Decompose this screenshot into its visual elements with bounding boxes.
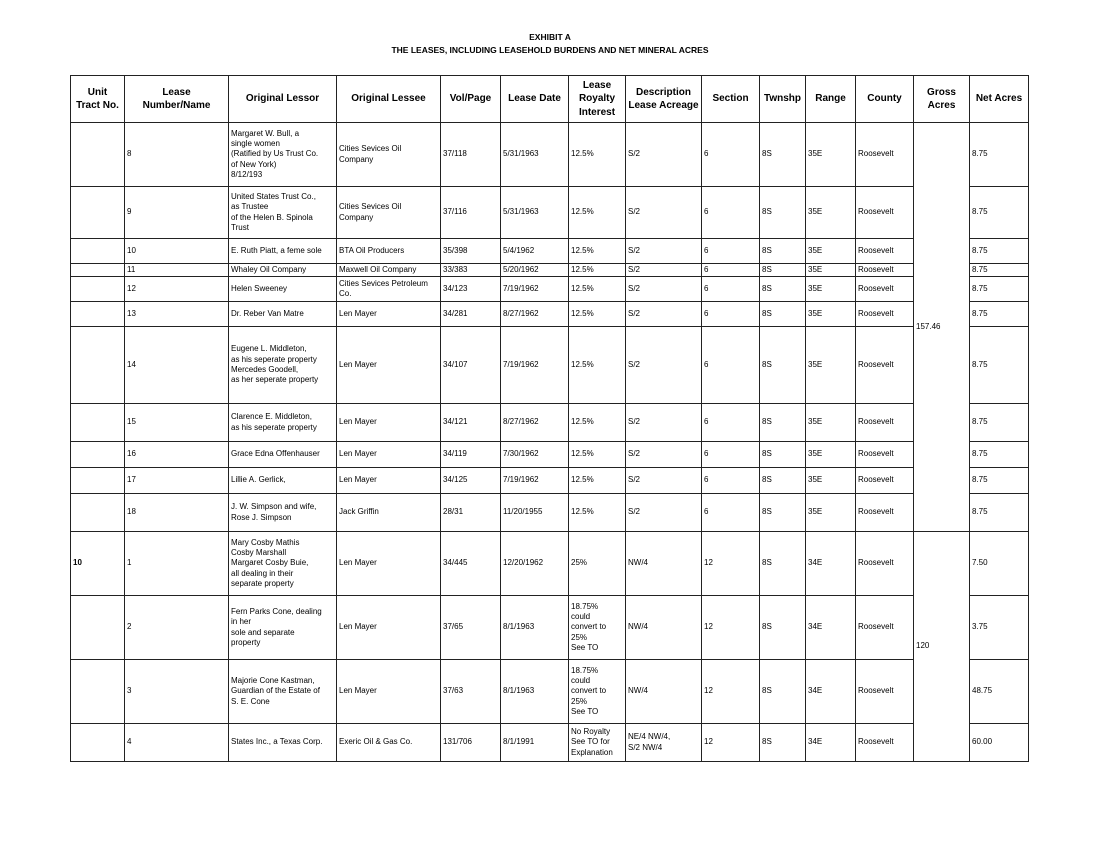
- header-county: County: [856, 76, 914, 123]
- township-cell: 8S: [760, 660, 806, 724]
- net-acres-cell: 8.75: [970, 264, 1029, 277]
- vol-page-cell: 37/116: [441, 187, 501, 239]
- header-row: [71, 76, 1029, 123]
- section-cell: 6: [702, 494, 760, 532]
- section-cell: 12: [702, 660, 760, 724]
- original-lessor-cell: J. W. Simpson and wife, Rose J. Simpson: [229, 494, 337, 532]
- lease-date-cell: 12/20/1962: [501, 532, 569, 596]
- original-lessee-cell: Cities Sevices Oil Company: [337, 123, 441, 187]
- lease-date-cell: 5/31/1963: [501, 123, 569, 187]
- description-cell: NW/4: [626, 596, 702, 660]
- table-row: [71, 468, 1029, 494]
- unit-tract-cell: 10: [71, 532, 125, 596]
- table-row: [71, 494, 1029, 532]
- unit-tract-cell: [71, 187, 125, 239]
- lease-date-cell: 8/1/1963: [501, 660, 569, 724]
- range-cell: 35E: [806, 277, 856, 302]
- royalty-cell: 12.5%: [569, 239, 626, 264]
- unit-tract-cell: [71, 404, 125, 442]
- table-row: [71, 532, 1029, 596]
- royalty-cell: No Royalty See TO for Explanation: [569, 724, 626, 762]
- header-vol-page: Vol/Page: [441, 76, 501, 123]
- township-cell: 8S: [760, 187, 806, 239]
- lease-number-cell: 2: [125, 596, 229, 660]
- section-cell: 6: [702, 277, 760, 302]
- range-cell: 34E: [806, 724, 856, 762]
- vol-page-cell: 131/706: [441, 724, 501, 762]
- header-net-acres: Net Acres: [970, 76, 1029, 123]
- unit-tract-cell: [71, 442, 125, 468]
- lease-date-cell: 8/1/1963: [501, 596, 569, 660]
- original-lessor-cell: States Inc., a Texas Corp.: [229, 724, 337, 762]
- township-cell: 8S: [760, 123, 806, 187]
- net-acres-cell: 8.75: [970, 187, 1029, 239]
- net-acres-cell: 8.75: [970, 239, 1029, 264]
- section-cell: 6: [702, 327, 760, 404]
- original-lessor-cell: E. Ruth Piatt, a feme sole: [229, 239, 337, 264]
- unit-tract-cell: [71, 596, 125, 660]
- table-row: [71, 660, 1029, 724]
- vol-page-cell: 34/281: [441, 302, 501, 327]
- table-row: [71, 327, 1029, 404]
- net-acres-cell: 48.75: [970, 660, 1029, 724]
- description-cell: S/2: [626, 302, 702, 327]
- lease-number-cell: 17: [125, 468, 229, 494]
- exhibit-subtitle: THE LEASES, INCLUDING LEASEHOLD BURDENS AND NET MINERAL ACRES: [391, 45, 709, 55]
- royalty-cell: 12.5%: [569, 468, 626, 494]
- range-cell: 35E: [806, 264, 856, 277]
- description-cell: S/2: [626, 187, 702, 239]
- lease-number-cell: 14: [125, 327, 229, 404]
- net-acres-cell: 3.75: [970, 596, 1029, 660]
- county-cell: Roosevelt: [856, 442, 914, 468]
- net-acres-cell: 8.75: [970, 302, 1029, 327]
- lease-date-cell: 5/31/1963: [501, 187, 569, 239]
- royalty-cell: 12.5%: [569, 494, 626, 532]
- range-cell: 35E: [806, 302, 856, 327]
- royalty-cell: 12.5%: [569, 404, 626, 442]
- lease-number-cell: 16: [125, 442, 229, 468]
- description-cell: NW/4: [626, 532, 702, 596]
- range-cell: 34E: [806, 596, 856, 660]
- range-cell: 35E: [806, 187, 856, 239]
- lease-number-cell: 18: [125, 494, 229, 532]
- lease-number-cell: 13: [125, 302, 229, 327]
- lease-date-cell: 7/19/1962: [501, 327, 569, 404]
- unit-tract-cell: [71, 123, 125, 187]
- header-gross-acres: Gross Acres: [914, 76, 970, 123]
- township-cell: 8S: [760, 327, 806, 404]
- county-cell: Roosevelt: [856, 277, 914, 302]
- header-lease-date: Lease Date: [501, 76, 569, 123]
- vol-page-cell: 34/445: [441, 532, 501, 596]
- section-cell: 6: [702, 302, 760, 327]
- royalty-cell: 18.75% could convert to 25% See TO: [569, 596, 626, 660]
- gross-acres-cell: 120: [914, 532, 970, 762]
- section-cell: 12: [702, 724, 760, 762]
- lease-number-cell: 1: [125, 532, 229, 596]
- royalty-cell: 18.75% could convert to 25% See TO: [569, 660, 626, 724]
- original-lessee-cell: Len Mayer: [337, 660, 441, 724]
- original-lessor-cell: Mary Cosby Mathis Cosby Marshall Margaret Cosby Buie, all dealing in their separate property: [229, 532, 337, 596]
- section-cell: 6: [702, 404, 760, 442]
- header-description: Description Lease Acreage: [626, 76, 702, 123]
- county-cell: Roosevelt: [856, 468, 914, 494]
- net-acres-cell: 8.75: [970, 404, 1029, 442]
- vol-page-cell: 34/123: [441, 277, 501, 302]
- table-row: [71, 239, 1029, 264]
- gross-acres-cell: 157.46: [914, 123, 970, 532]
- net-acres-cell: 8.75: [970, 468, 1029, 494]
- net-acres-cell: 60.00: [970, 724, 1029, 762]
- range-cell: 35E: [806, 404, 856, 442]
- vol-page-cell: 34/107: [441, 327, 501, 404]
- lease-number-cell: 11: [125, 264, 229, 277]
- original-lessor-cell: Majorie Cone Kastman, Guardian of the Estate of S. E. Cone: [229, 660, 337, 724]
- unit-tract-cell: [71, 724, 125, 762]
- unit-tract-cell: [71, 239, 125, 264]
- township-cell: 8S: [760, 302, 806, 327]
- county-cell: Roosevelt: [856, 404, 914, 442]
- royalty-cell: 12.5%: [569, 277, 626, 302]
- vol-page-cell: 34/119: [441, 442, 501, 468]
- range-cell: 34E: [806, 532, 856, 596]
- description-cell: NW/4: [626, 660, 702, 724]
- royalty-cell: 12.5%: [569, 302, 626, 327]
- unit-tract-cell: [71, 327, 125, 404]
- royalty-cell: 12.5%: [569, 187, 626, 239]
- original-lessor-cell: Lillie A. Gerlick,: [229, 468, 337, 494]
- royalty-cell: 12.5%: [569, 123, 626, 187]
- vol-page-cell: 33/383: [441, 264, 501, 277]
- section-cell: 6: [702, 187, 760, 239]
- vol-page-cell: 37/65: [441, 596, 501, 660]
- original-lessor-cell: Helen Sweeney: [229, 277, 337, 302]
- township-cell: 8S: [760, 494, 806, 532]
- county-cell: Roosevelt: [856, 264, 914, 277]
- header-range: Range: [806, 76, 856, 123]
- net-acres-cell: 8.75: [970, 277, 1029, 302]
- vol-page-cell: 37/63: [441, 660, 501, 724]
- net-acres-cell: 8.75: [970, 494, 1029, 532]
- lease-date-cell: 7/30/1962: [501, 442, 569, 468]
- lease-date-cell: 7/19/1962: [501, 277, 569, 302]
- township-cell: 8S: [760, 404, 806, 442]
- range-cell: 35E: [806, 327, 856, 404]
- lease-number-cell: 12: [125, 277, 229, 302]
- original-lessee-cell: Len Mayer: [337, 532, 441, 596]
- section-cell: 6: [702, 442, 760, 468]
- original-lessor-cell: Clarence E. Middleton, as his seperate property: [229, 404, 337, 442]
- original-lessee-cell: Len Mayer: [337, 404, 441, 442]
- original-lessee-cell: Cities Sevices Oil Company: [337, 187, 441, 239]
- lease-date-cell: 8/1/1991: [501, 724, 569, 762]
- township-cell: 8S: [760, 724, 806, 762]
- table-row: [71, 302, 1029, 327]
- township-cell: 8S: [760, 442, 806, 468]
- lease-number-cell: 15: [125, 404, 229, 442]
- original-lessor-cell: Fern Parks Cone, dealing in her sole and separate property: [229, 596, 337, 660]
- net-acres-cell: 8.75: [970, 442, 1029, 468]
- table-row: [71, 264, 1029, 277]
- description-cell: S/2: [626, 123, 702, 187]
- lease-number-cell: 4: [125, 724, 229, 762]
- section-cell: 12: [702, 596, 760, 660]
- description-cell: S/2: [626, 327, 702, 404]
- description-cell: S/2: [626, 239, 702, 264]
- table-row: [71, 277, 1029, 302]
- county-cell: Roosevelt: [856, 123, 914, 187]
- range-cell: 34E: [806, 660, 856, 724]
- royalty-cell: 12.5%: [569, 264, 626, 277]
- range-cell: 35E: [806, 239, 856, 264]
- description-cell: S/2: [626, 442, 702, 468]
- range-cell: 35E: [806, 494, 856, 532]
- original-lessee-cell: Len Mayer: [337, 442, 441, 468]
- original-lessee-cell: Exeric Oil & Gas Co.: [337, 724, 441, 762]
- original-lessor-cell: Grace Edna Offenhauser: [229, 442, 337, 468]
- lease-date-cell: 5/4/1962: [501, 239, 569, 264]
- royalty-cell: 12.5%: [569, 442, 626, 468]
- section-cell: 6: [702, 264, 760, 277]
- section-cell: 6: [702, 468, 760, 494]
- description-cell: S/2: [626, 404, 702, 442]
- lease-number-cell: 9: [125, 187, 229, 239]
- township-cell: 8S: [760, 596, 806, 660]
- vol-page-cell: 35/398: [441, 239, 501, 264]
- description-cell: S/2: [626, 468, 702, 494]
- county-cell: Roosevelt: [856, 494, 914, 532]
- unit-tract-cell: [71, 660, 125, 724]
- header-royalty-interest: Lease Royalty Interest: [569, 76, 626, 123]
- net-acres-cell: 8.75: [970, 327, 1029, 404]
- lease-number-cell: 3: [125, 660, 229, 724]
- county-cell: Roosevelt: [856, 596, 914, 660]
- table-row: [71, 596, 1029, 660]
- royalty-cell: 25%: [569, 532, 626, 596]
- section-cell: 12: [702, 532, 760, 596]
- lease-number-cell: 8: [125, 123, 229, 187]
- original-lessee-cell: Len Mayer: [337, 596, 441, 660]
- net-acres-cell: 8.75: [970, 123, 1029, 187]
- lease-number-cell: 10: [125, 239, 229, 264]
- township-cell: 8S: [760, 264, 806, 277]
- county-cell: Roosevelt: [856, 532, 914, 596]
- original-lessee-cell: Len Mayer: [337, 468, 441, 494]
- table-row: [71, 187, 1029, 239]
- original-lessor-cell: Eugene L. Middleton, as his seperate property Mercedes Goodell, as her seperate property: [229, 327, 337, 404]
- lease-date-cell: 8/27/1962: [501, 302, 569, 327]
- township-cell: 8S: [760, 239, 806, 264]
- original-lessee-cell: Len Mayer: [337, 327, 441, 404]
- original-lessor-cell: United States Trust Co., as Trustee of the Helen B. Spinola Trust: [229, 187, 337, 239]
- table-row: [71, 442, 1029, 468]
- header-lease-number: Lease Number/Name: [125, 76, 229, 123]
- vol-page-cell: 34/121: [441, 404, 501, 442]
- exhibit-title: EXHIBIT A: [529, 32, 571, 42]
- original-lessor-cell: Dr. Reber Van Matre: [229, 302, 337, 327]
- unit-tract-cell: [71, 277, 125, 302]
- table-row: [71, 404, 1029, 442]
- description-cell: S/2: [626, 277, 702, 302]
- township-cell: 8S: [760, 277, 806, 302]
- original-lessee-cell: Maxwell Oil Company: [337, 264, 441, 277]
- header-original-lessee: Original Lessee: [337, 76, 441, 123]
- table-row: [71, 724, 1029, 762]
- county-cell: Roosevelt: [856, 660, 914, 724]
- header-original-lessor: Original Lessor: [229, 76, 337, 123]
- original-lessee-cell: Len Mayer: [337, 302, 441, 327]
- unit-tract-cell: [71, 468, 125, 494]
- township-cell: 8S: [760, 468, 806, 494]
- county-cell: Roosevelt: [856, 302, 914, 327]
- township-cell: 8S: [760, 532, 806, 596]
- vol-page-cell: 37/118: [441, 123, 501, 187]
- header-unit-tract: Unit Tract No.: [71, 76, 125, 123]
- original-lessee-cell: BTA Oil Producers: [337, 239, 441, 264]
- header-section: Section: [702, 76, 760, 123]
- unit-tract-cell: [71, 264, 125, 277]
- county-cell: Roosevelt: [856, 187, 914, 239]
- lease-date-cell: 7/19/1962: [501, 468, 569, 494]
- royalty-cell: 12.5%: [569, 327, 626, 404]
- table-row: [71, 123, 1029, 187]
- vol-page-cell: 34/125: [441, 468, 501, 494]
- original-lessee-cell: Cities Sevices Petroleum Co.: [337, 277, 441, 302]
- lease-date-cell: 8/27/1962: [501, 404, 569, 442]
- description-cell: S/2: [626, 494, 702, 532]
- net-acres-cell: 7.50: [970, 532, 1029, 596]
- original-lessor-cell: Whaley Oil Company: [229, 264, 337, 277]
- county-cell: Roosevelt: [856, 724, 914, 762]
- description-cell: NE/4 NW/4, S/2 NW/4: [626, 724, 702, 762]
- range-cell: 35E: [806, 468, 856, 494]
- unit-tract-cell: [71, 302, 125, 327]
- section-cell: 6: [702, 239, 760, 264]
- section-cell: 6: [702, 123, 760, 187]
- lease-date-cell: 11/20/1955: [501, 494, 569, 532]
- county-cell: Roosevelt: [856, 239, 914, 264]
- range-cell: 35E: [806, 123, 856, 187]
- range-cell: 35E: [806, 442, 856, 468]
- vol-page-cell: 28/31: [441, 494, 501, 532]
- county-cell: Roosevelt: [856, 327, 914, 404]
- unit-tract-cell: [71, 494, 125, 532]
- description-cell: S/2: [626, 264, 702, 277]
- original-lessee-cell: Jack Griffin: [337, 494, 441, 532]
- header-twnshp: Twnshp: [760, 76, 806, 123]
- original-lessor-cell: Margaret W. Bull, a single women (Ratified by Us Trust Co. of New York) 8/12/193: [229, 123, 337, 187]
- leases-table: [70, 75, 1029, 762]
- lease-date-cell: 5/20/1962: [501, 264, 569, 277]
